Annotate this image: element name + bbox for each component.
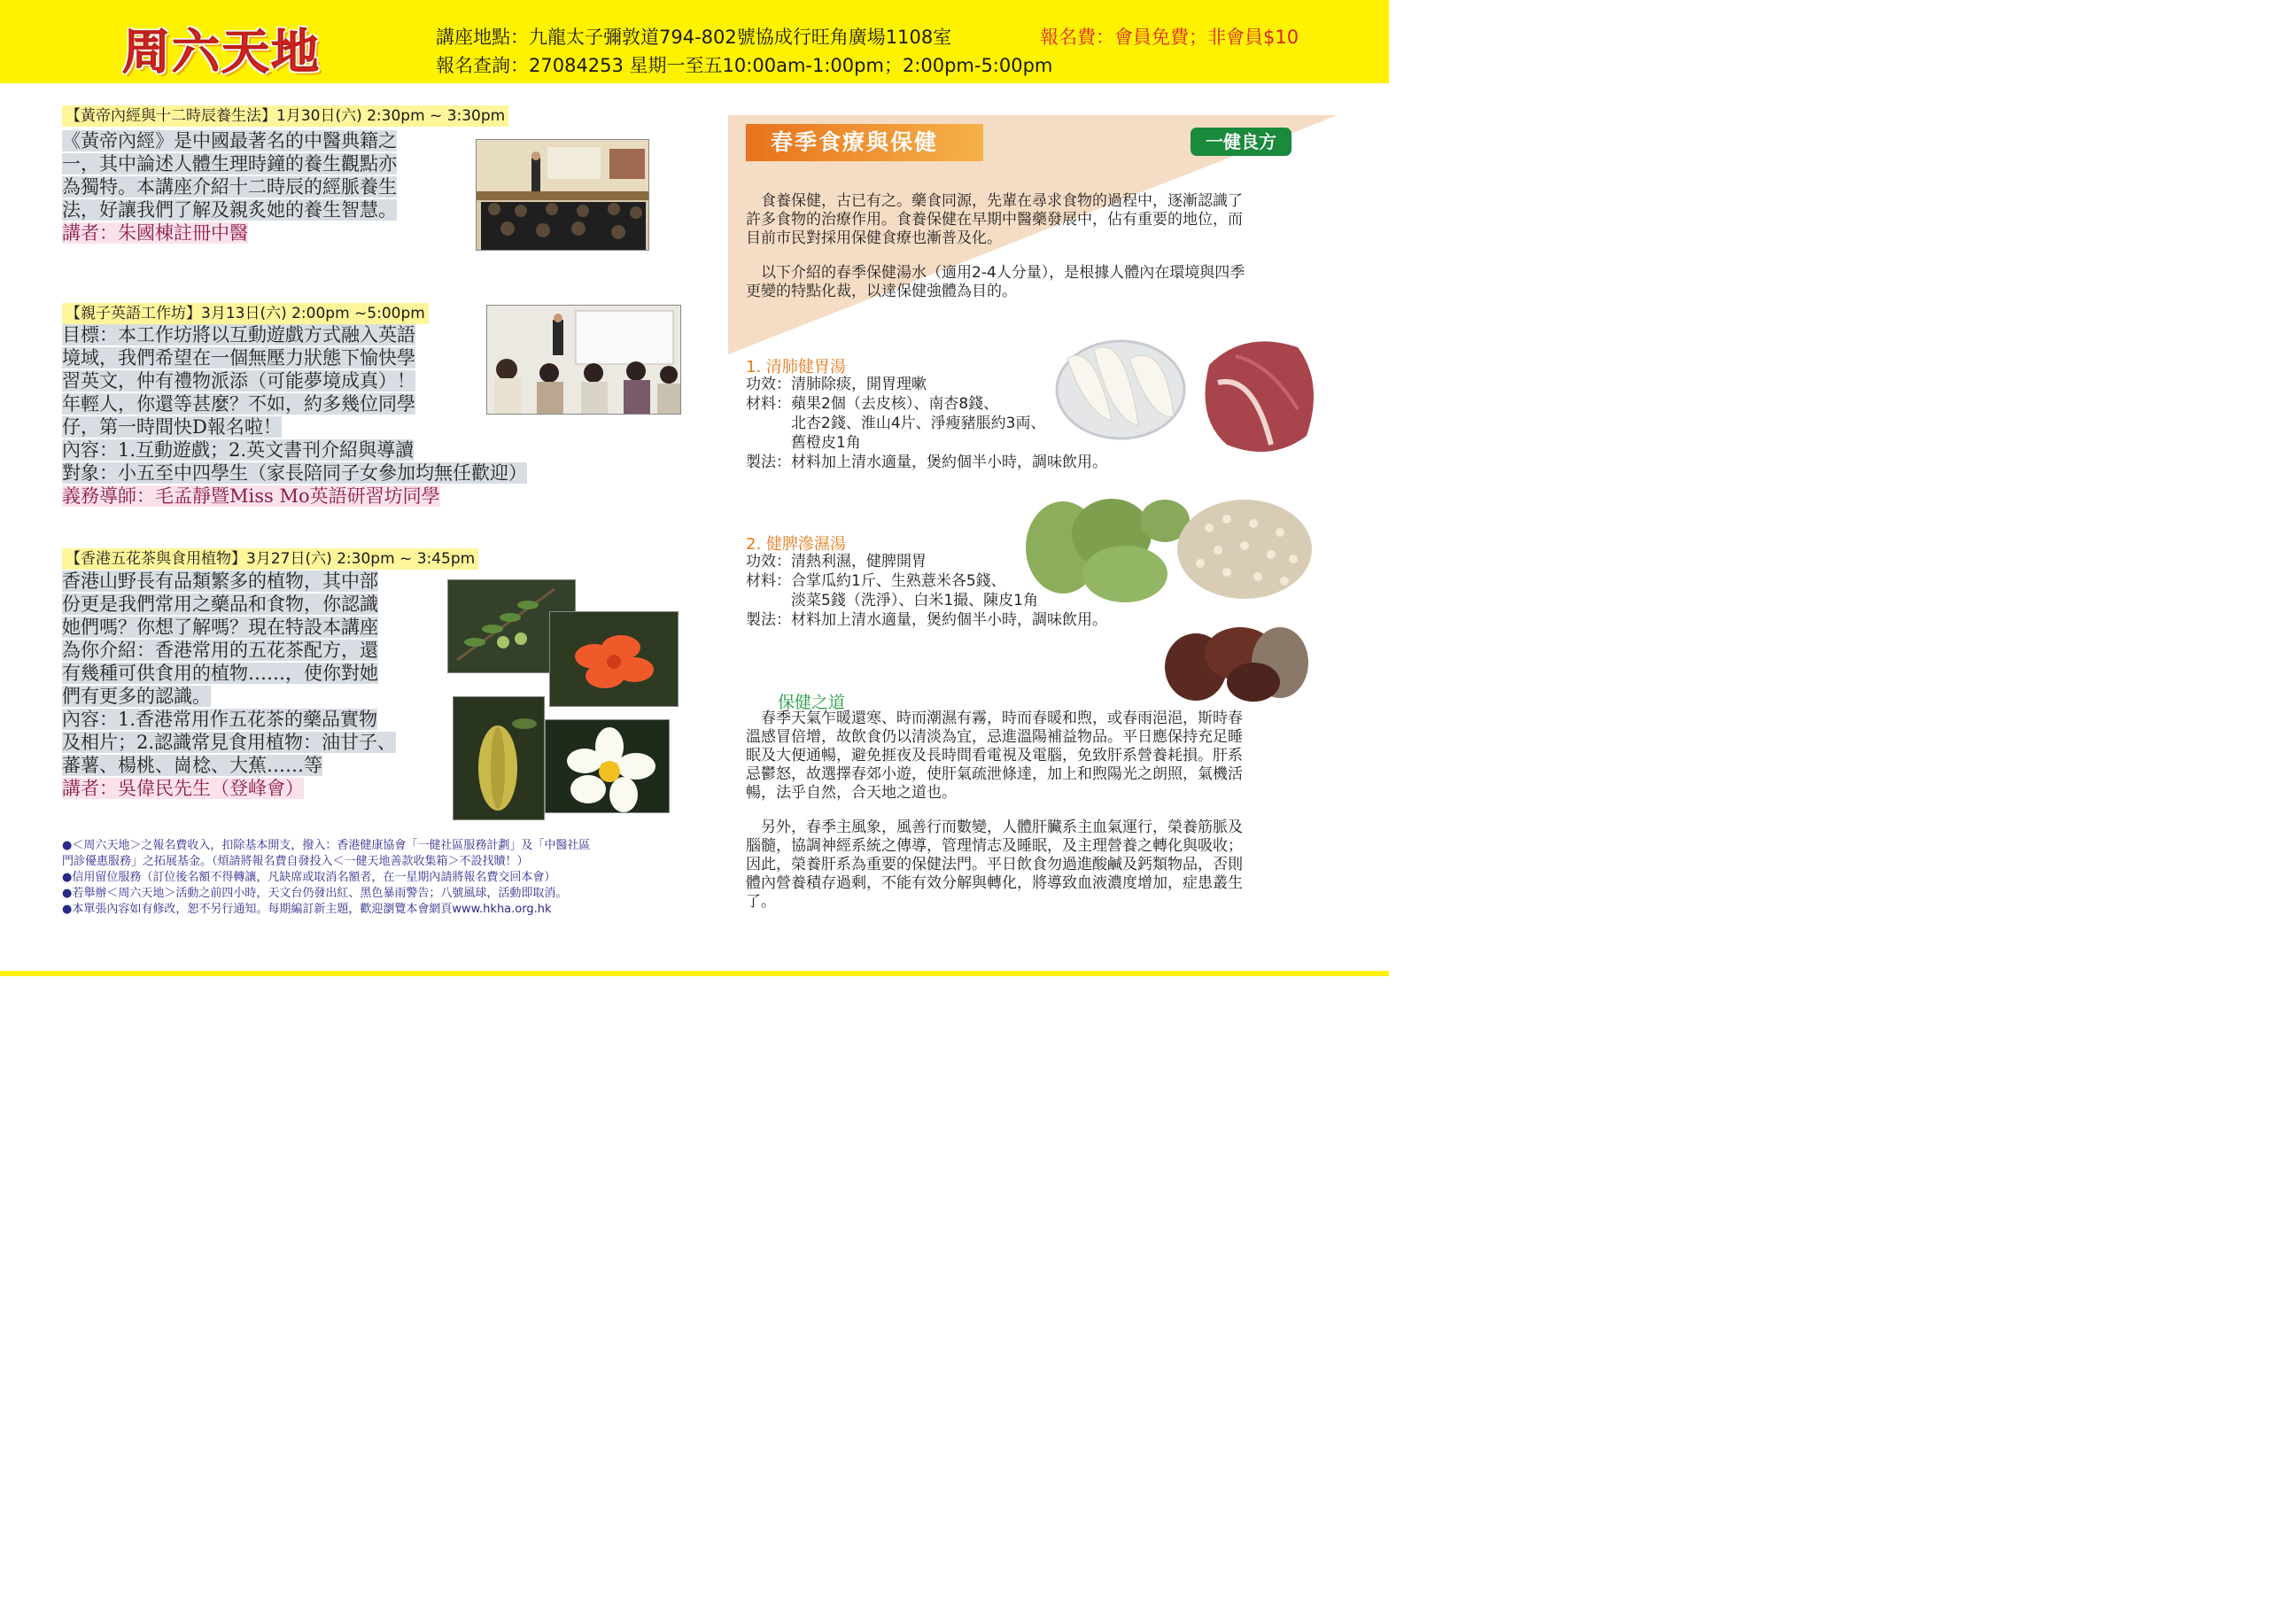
event-1-line: 《黃帝內經》是中國最著名的中醫典籍之: [62, 130, 397, 151]
lecture-photo: [476, 139, 649, 251]
intro-line: 目前市民對採用保健食療也漸普及化。: [746, 229, 1002, 247]
event-3-line: 蕃薯、楊桃、崗棯、大蕉……等: [62, 755, 322, 776]
recipe-1-method: 製法：材料加上清水適量，煲約個半小時，調味飲用。: [746, 454, 1107, 471]
section-title: 春季食療與保健: [746, 124, 983, 161]
recipe-1-title: 1. 清肺健胃湯: [746, 358, 846, 376]
health-line: 了。: [746, 893, 776, 911]
event-1-line: 法，好讓我們了解及親炙她的養生智慧。: [62, 199, 397, 221]
event-2-line: 習英文，仲有禮物派添（可能夢境成真）！: [62, 370, 415, 392]
event-1-title: 【黃帝內經與十二時辰養生法】1月30日(六) 2:30pm ~ 3:30pm: [62, 105, 508, 127]
event-3-line: 有幾種可供食用的植物……，使你對她: [62, 663, 378, 684]
recipe-1-ingredients: 北杏2錢、淮山4片、淨瘦豬脹約3両、: [746, 415, 1046, 432]
event-2-line: 對象：小五至中四學生（家長陪同子女參加均無任歡迎）: [62, 462, 527, 484]
event-2-title: 【親子英語工作坊】3月13日(六) 2:00pm ~5:00pm: [62, 303, 429, 324]
health-line: 溫感冒倍增，故飲食仍以清淡為宜，忌進溫陽補益物品。平日應保持充足睡: [746, 728, 1243, 746]
mussels-image: [1156, 618, 1311, 707]
event-3-line: 內容：1.香港常用作五花茶的藥品實物: [62, 709, 378, 730]
event-1-body: [62, 129, 397, 244]
event-1-speaker: 講者：朱國棟註冊中醫: [62, 222, 248, 244]
intro-line: 以下介紹的春季保健湯水（適用2-4人分量），是根據人體內在環境與四季: [746, 264, 1245, 282]
recipe-2-method: 製法：材料加上清水適量，煲約個半小時，調味飲用。: [746, 611, 1107, 629]
intro-line: 更變的特點化裁，以達保健強體為目的。: [746, 283, 1017, 300]
starfruit-photo: [453, 696, 545, 820]
inquiry-info: 報名查詢：27084253 星期一至五10:00am-1:00pm；2:00pm-5:00pm: [436, 55, 1053, 76]
event-1-line: 為獨特。本講座介紹十二時辰的經脈養生: [62, 176, 397, 198]
frangipani-photo: [545, 719, 670, 813]
health-line: 眠及大便通暢，避免捱夜及長時間看電視及電腦，免致肝系營養耗損。肝系: [746, 747, 1243, 764]
pork-image: [1191, 330, 1324, 461]
brand-title: 周六天地: [122, 23, 321, 80]
health-line: 忌鬱怒，故選擇春郊小遊，使肝氣疏泄條達，加上和煦陽光之朗照，氣機活: [746, 765, 1243, 783]
note-line: ●本單張內容如有修改，恕不另行通知。每期編訂新主題，歡迎瀏覽本會網頁www.hkha.org.hk: [62, 903, 552, 916]
event-2-line: 目標：本工作坊將以互動遊戲方式融入英語: [62, 324, 415, 345]
health-line: 腦髓，協調神經系統之傳導，管理情志及睡眠，及主理營養之轉化與吸收；: [746, 837, 1243, 855]
note-line: ●信用留位服務（訂位後名額不得轉讓，凡缺席或取消名額者，在一星期內請將報名費交回本會）: [62, 871, 556, 884]
event-2-line: 仔，第一時間快D報名啦！: [62, 416, 282, 438]
health-line: 春季天氣乍暖還寒、時而潮濕有霧，時而春暖和煦，或春雨浥浥，斯時春: [746, 710, 1243, 727]
event-2-line: 年輕人，你還等甚麼？不如，約多幾位同學: [62, 393, 415, 415]
health-line: 暢，法乎自然，合天地之道也。: [746, 784, 957, 802]
event-3-line: 們有更多的認識。: [62, 686, 211, 707]
event-2-line: 境域，我們希望在一個無壓力狀態下愉快學: [62, 347, 415, 369]
recipe-1-ingredients: 材料：蘋果2個（去皮核）、南杏8錢、: [746, 395, 999, 413]
event-3-title: 【香港五花茶與食用植物】3月27日(六) 2:30pm ~ 3:45pm: [62, 548, 478, 570]
health-line: 另外，春季主風象，風善行而數變，人體肝臟系主血氣運行，榮養筋脈及: [746, 819, 1243, 836]
event-3-line: 份更是我們常用之藥品和食物，你認識: [62, 594, 378, 615]
fee-info: 報名費：會員免費；非會員$10: [1040, 27, 1299, 48]
event-3-line: 為你介紹：香港常用的五花茶配方，還: [62, 640, 378, 661]
event-3-line: 及相片；2.認識常見食用植物：油甘子、: [62, 732, 397, 753]
note-line: ●＜周六天地＞之報名費收入，扣除基本開支，撥入：香港健康協會「一健社區服務計劃」及「中醫社區: [62, 839, 591, 852]
chayote-image: [1019, 485, 1191, 609]
recipe-1-ingredients: 舊橙皮1角: [746, 434, 861, 452]
recipe-1-effect: 功效：清肺除痰，開胃理嗽: [746, 376, 927, 393]
health-subtitle: 保健之道: [778, 693, 846, 712]
recipe-2-effect: 功效：清熱利濕，健脾開胃: [746, 553, 927, 570]
event-2-speaker: 義務導師：毛孟靜暨Miss Mo英語研習坊同學: [62, 485, 440, 507]
health-paragraph-2: [746, 819, 1330, 912]
workshop-photo: [486, 305, 681, 415]
note-line: ●若舉辦＜周六天地＞活動之前四小時，天文台仍發出紅、黑色暴雨警告；八號風球，活動即取消。: [62, 887, 568, 900]
health-line: 體內營養積存過剩，不能有效分解與轉化，將導致血液濃度增加，症患叢生: [746, 874, 1243, 892]
recipe-2-title: 2. 健脾滲濕湯: [746, 535, 846, 554]
footer-bar: [0, 971, 1389, 976]
intro-paragraph-2: [746, 264, 1330, 301]
venue-info: 講座地點：九龍太子彌敦道794-802號協成行旺角廣場1108室: [436, 27, 952, 48]
recipe-2-ingredients: 材料：合掌瓜約1斤、生熟薏米各5錢、: [746, 572, 1006, 590]
flower-photo: [549, 611, 679, 707]
event-3-line: 香港山野長有品類繁多的植物，其中部: [62, 570, 378, 592]
barley-image: [1174, 493, 1315, 603]
intro-paragraph-1: [746, 192, 1330, 248]
event-2-line: 內容：1.互動遊戲；2.英文書刊介紹與導讀: [62, 439, 415, 461]
event-3-body: [62, 570, 396, 800]
event-1-line: 一，其中論述人體生理時鐘的養生觀點亦: [62, 153, 397, 175]
note-line: 門診優惠服務」之拓展基金。（煩請將報名費自發投入＜一健天地善款收集箱＞不設找贖！）: [62, 855, 529, 868]
event-3-speaker: 講者：吳偉民先生（登峰會）: [62, 778, 304, 799]
recipe-2-ingredients: 淡菜5錢（洗淨）、白米1撮、陳皮1角: [746, 592, 1038, 609]
health-paragraph-1: [746, 710, 1330, 803]
huaishan-image: [1041, 323, 1187, 443]
intro-line: 許多食物的治療作用。食養保健在早期中醫藥發展中，佔有重要的地位，而: [746, 211, 1243, 229]
health-line: 因此，榮養肝系為重要的保健法門。平日飲食勿過進酸鹹及鈣類物品，否則: [746, 856, 1243, 873]
event-2-body: [62, 323, 527, 508]
notes-section: [62, 838, 682, 918]
section-badge: 一健良方: [1191, 128, 1292, 156]
event-3-line: 她們嗎？你想了解嗎？現在特設本講座: [62, 617, 378, 638]
intro-line: 食養保健，古已有之。藥食同源，先輩在尋求食物的過程中，逐漸認識了: [746, 192, 1243, 210]
